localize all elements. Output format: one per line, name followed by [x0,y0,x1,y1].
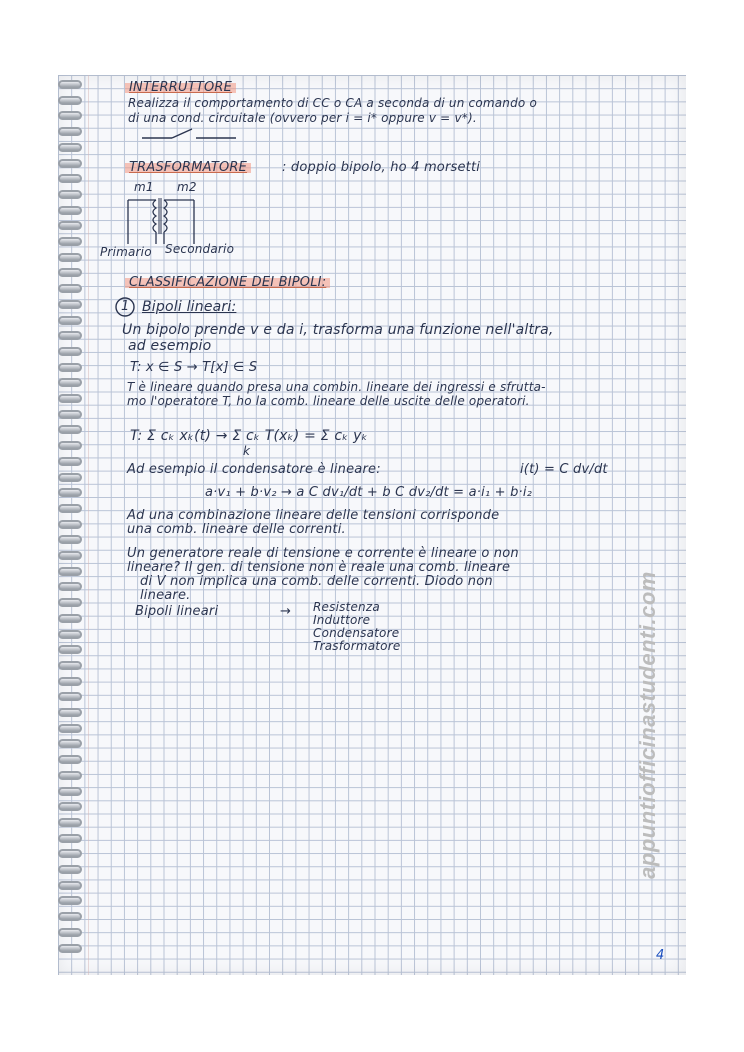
spiral-coil [58,378,82,387]
spiral-coil [58,488,82,497]
page-number: 4 [656,948,665,963]
spiral-coil [58,944,82,953]
spiral-coil [58,818,82,827]
spiral-coil [58,206,82,215]
spiral-coil [58,630,82,639]
paragraph-4-line-1: Ad una combinazione lineare delle tensioni corrisponde [127,508,500,523]
spiral-coil [58,174,82,183]
spiral-coil [58,237,82,246]
spiral-coil [58,394,82,403]
spiral-coil [58,708,82,717]
list-item: Induttore [313,613,371,627]
spiral-coil [58,912,82,921]
trasformatore-description: : doppio bipolo, ho 4 morsetti [282,160,481,175]
switch-sketch [140,126,240,146]
formula-capacitor: i(t) = C dv/dt [520,462,608,477]
spiral-coil [58,127,82,136]
paragraph-1-line-1: Un bipolo prende v e da i, trasforma una funzione nell'altra, [122,322,554,338]
label-m2: m2 [177,180,197,194]
spiral-coil [58,551,82,560]
spiral-coil [58,425,82,434]
transformer-sketch [120,192,200,247]
paragraph-4-line-2: una comb. lineare delle correnti. [127,522,346,537]
spiral-coil [58,802,82,811]
paragraph-2-line-1: T è lineare quando presa una combin. lineare dei ingressi e sfrutta- [127,380,546,394]
spiral-coil [58,865,82,874]
formula-sum-index: k [243,444,251,458]
spiral-coil [58,143,82,152]
spiral-coil [58,834,82,843]
spiral-coil [58,347,82,356]
spiral-coil [58,677,82,686]
spiral-coil [58,755,82,764]
spiral-coil [58,331,82,340]
paragraph-5-line-1: Un generatore reale di tensione e corrente è lineare o non [127,546,519,561]
margin-line [88,75,89,975]
spiral-coil [58,159,82,168]
paragraph-5-line-3: di V non implica una comb. delle correnti. Diodo non [140,574,493,589]
spiral-coil [58,363,82,372]
paragraph-5-line-2: lineare? Il gen. di tensione non è reale una comb. lineare [127,560,511,575]
spiral-coil [58,614,82,623]
spiral-coil [58,739,82,748]
spiral-coil [58,692,82,701]
spiral-coil [58,896,82,905]
formula-capacitor-combination: a·v₁ + b·v₂ → a C dv₁/dt + b C dv₂/dt = a·i₁ + b·i₂ [205,485,533,500]
section-title-classificazione: CLASSIFICAZIONE DEI BIPOLI: [125,275,330,290]
list-item: Trasformatore [313,639,401,653]
spiral-coil [58,645,82,654]
spiral-coil [58,190,82,199]
paragraph-3: Ad esempio il condensatore è lineare: [127,462,381,477]
formula-operator: T: x ∈ S → T[x] ∈ S [130,360,258,375]
spiral-binding [58,80,86,960]
list-item: Condensatore [313,626,400,640]
spiral-coil [58,849,82,858]
spiral-coil [58,881,82,890]
list-arrow: → [280,604,292,619]
spiral-coil [58,457,82,466]
list-item: Resistenza [313,600,380,614]
paragraph-2-line-2: mo l'operatore T, ho la comb. lineare delle uscite delle operatori. [127,394,530,408]
spiral-coil [58,473,82,482]
spiral-coil [58,928,82,937]
spiral-coil [58,410,82,419]
formula-linear-combination: T: Σ cₖ xₖ(t) → Σ cₖ T(xₖ) = Σ cₖ yₖ [130,428,368,444]
spiral-coil [58,567,82,576]
label-m1: m1 [134,180,154,194]
spiral-coil [58,771,82,780]
spiral-coil [58,316,82,325]
spiral-coil [58,96,82,105]
spiral-coil [58,598,82,607]
spiral-coil [58,520,82,529]
spiral-coil [58,284,82,293]
label-primario: Primario [100,245,152,259]
number-one: 1 [121,299,130,314]
spiral-coil [58,111,82,120]
paragraph-1-line-2: ad esempio [128,338,212,354]
watermark: appuntiofficinastudenti.com [635,571,660,879]
paragraph-5-line-4: lineare. [140,588,191,603]
spiral-coil [58,661,82,670]
spiral-coil [58,253,82,262]
list-label: Bipoli lineari [135,604,219,619]
spiral-coil [58,221,82,230]
spiral-coil [58,300,82,309]
spiral-coil [58,441,82,450]
spiral-coil [58,504,82,513]
interruttore-line-2: di una cond. circuitale (ovvero per i = i* oppure v = v*). [128,111,477,125]
section-title-trasformatore: TRASFORMATORE [125,160,251,175]
label-secondario: Secondario [165,242,235,256]
section-title-interruttore: INTERRUTTORE [125,80,236,95]
spiral-coil [58,268,82,277]
spiral-coil [58,724,82,733]
spiral-coil [58,582,82,591]
interruttore-line-1: Realizza il comportamento di CC o CA a seconda di un comando o [128,96,538,110]
spiral-coil [58,80,82,89]
spiral-coil [58,787,82,796]
subtitle-bipoli-lineari: Bipoli lineari: [142,299,237,315]
spiral-coil [58,535,82,544]
